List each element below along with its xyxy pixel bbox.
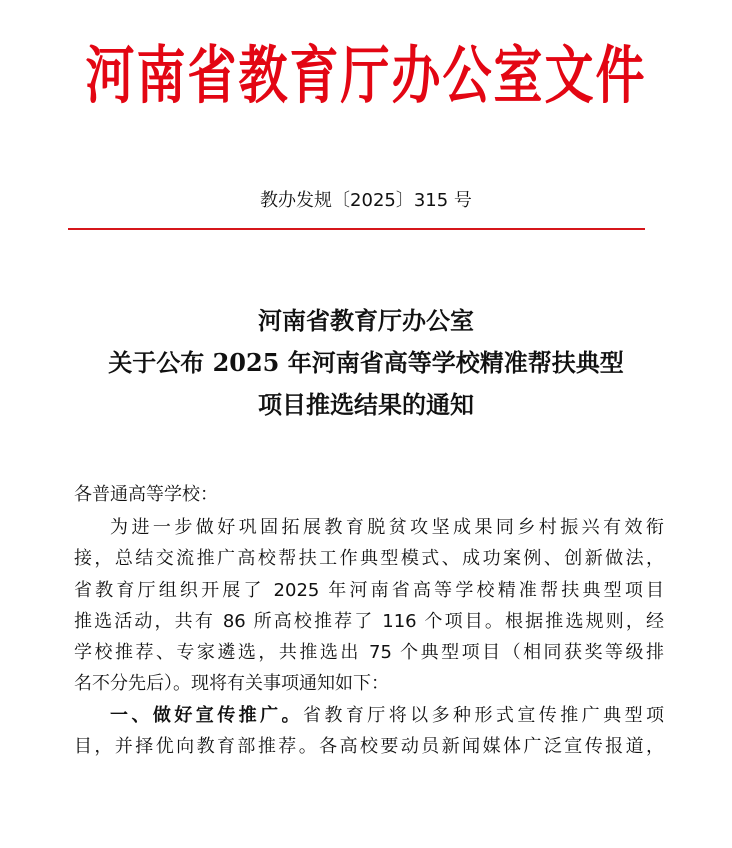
body-text xyxy=(74,512,664,762)
section-one-line xyxy=(74,700,664,731)
paragraph-line: 接，总结交流推广高校帮扶工作典型模式、成功案例、创新做法， xyxy=(74,548,664,570)
notice-title-line: 关于公布 2025 年河南省高等学校精准帮扶典型 xyxy=(108,348,624,377)
paragraph-line: 省教育厅组织开展了 2025 年河南省高等学校精准帮扶典型项目 xyxy=(74,579,664,601)
notice-title-line: 河南省教育厅办公室 xyxy=(258,306,474,335)
paragraph-line: 学校推荐、专家遴选，共推选出 75 个典型项目（相同获奖等级排 xyxy=(74,642,664,664)
section-one-text: 省教育厅将以多种形式宣传推广典型项 xyxy=(302,704,665,726)
paragraph-line: 名不分先后）。现将有关事项通知如下： xyxy=(74,673,389,695)
paragraph-line: 推选活动，共有 86 所高校推荐了 116 个项目。根据推选规则，经 xyxy=(74,610,664,632)
section-one-heading: 一、做好宣传推广。 xyxy=(110,704,303,726)
document-number: 教办发规〔2025〕315 号 xyxy=(260,190,472,211)
notice-title-line: 项目推选结果的通知 xyxy=(258,390,474,419)
notice-title xyxy=(0,300,732,426)
header-divider xyxy=(68,228,645,230)
salutation: 各普通高等学校： xyxy=(74,484,218,505)
document-header-title: 河南省教育厅办公室文件 xyxy=(85,39,647,113)
paragraph-line: 目，并择优向教育部推荐。各高校要动员新闻媒体广泛宣传报道， xyxy=(74,736,664,758)
paragraph-line: 为进一步做好巩固拓展教育脱贫攻坚成果同乡村振兴有效衔 xyxy=(110,517,664,538)
